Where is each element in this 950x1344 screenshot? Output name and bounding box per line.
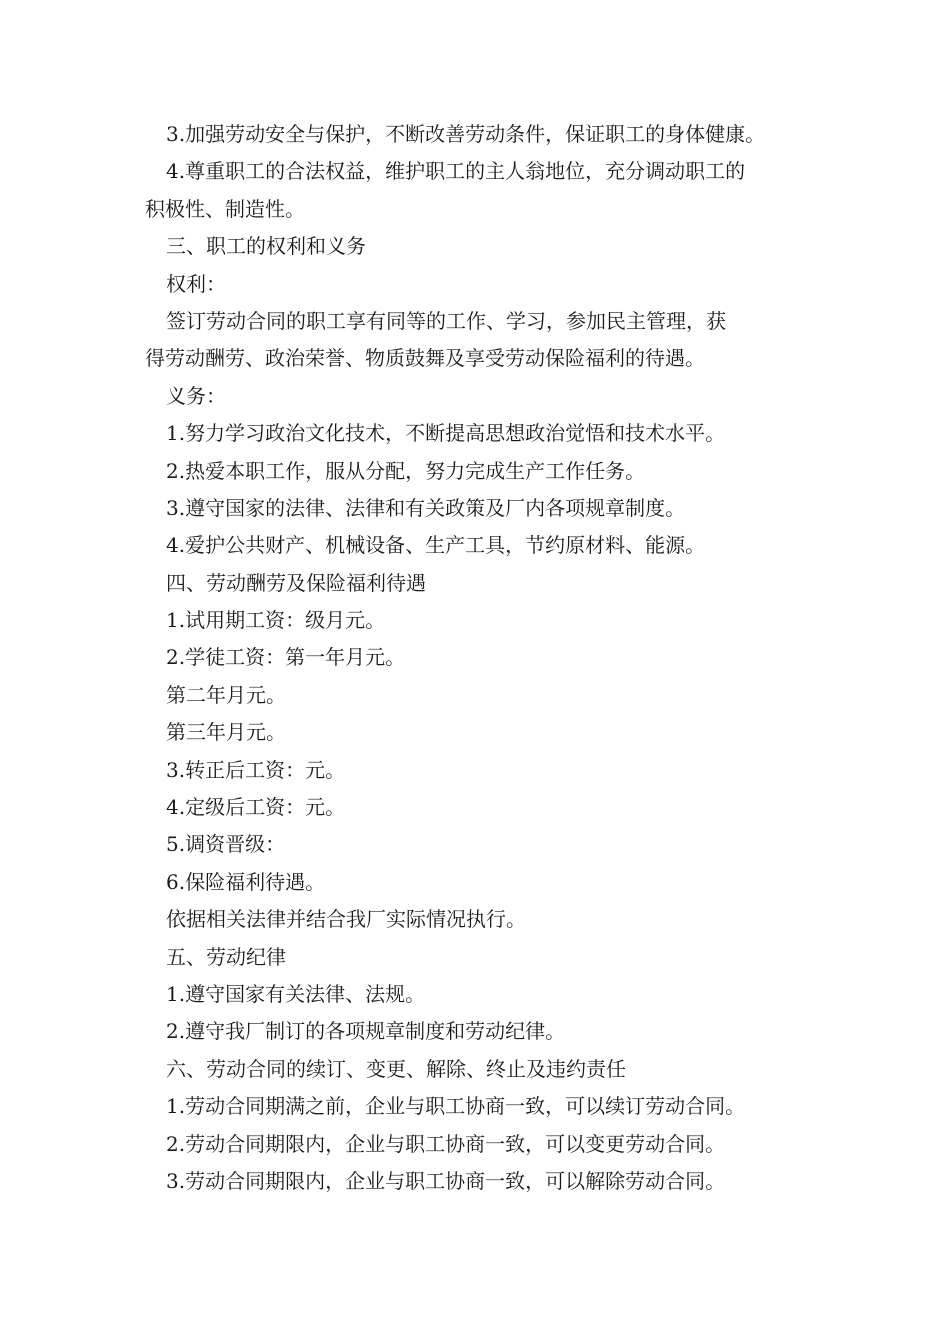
list-item: 3.遵守国家的法律、法律和有关政策及厂内各项规章制度。 <box>166 495 686 520</box>
list-item: 1.劳动合同期满之前，企业与职工协商一致，可以续订劳动合同。 <box>166 1094 746 1119</box>
list-item: 2.学徒工资：第一年月元。 <box>166 645 406 670</box>
section-heading: 四、劳动酬劳及保险福利待遇 <box>166 570 426 595</box>
list-item: 第二年月元。 <box>166 682 286 707</box>
line-text: 签订劳动合同的职工享有同等的工作、学习，参加民主管理，获 <box>166 308 726 333</box>
line-text: 3.加强劳动安全与保护，不断改善劳动条件，保证职工的身体健康。 <box>166 122 766 146</box>
list-item: 2.热爱本职工作，服从分配，努力完成生产工作任务。 <box>166 458 646 483</box>
document-body <box>0 116 950 1200</box>
list-item: 3.劳动合同期限内，企业与职工协商一致，可以解除劳动合同。 <box>166 1168 726 1193</box>
list-item: 3.转正后工资：元。 <box>166 757 346 782</box>
list-item: 5.调资晋级： <box>166 832 286 857</box>
list-item: 4.爱护公共财产、机械设备、生产工具，节约原材料、能源。 <box>166 533 706 558</box>
list-item: 6.保险福利待遇。 <box>166 869 326 894</box>
list-item: 1.试用期工资：级月元。 <box>166 608 386 633</box>
list-item: 第三年月元。 <box>166 720 286 745</box>
list-item: 2.劳动合同期限内，企业与职工协商一致，可以变更劳动合同。 <box>166 1131 726 1156</box>
list-item: 2.遵守我厂制订的各项规章制度和劳动纪律。 <box>166 1019 566 1044</box>
line-text: 得劳动酬劳、政治荣誉、物质鼓舞及享受劳动保险福利的待遇。 <box>145 346 705 371</box>
section-heading: 六、劳动合同的续订、变更、解除、终止及违约责任 <box>166 1056 626 1081</box>
list-item: 1.努力学习政治文化技术，不断提高思想政治觉悟和技术水平。 <box>166 421 726 446</box>
subheading: 权利： <box>166 271 226 296</box>
line-text: 4.尊重职工的合法权益，维护职工的主人翁地位，充分调动职工的 <box>166 159 746 184</box>
line-text: 积极性、制造性。 <box>145 196 305 221</box>
list-item: 4.定级后工资：元。 <box>166 795 346 820</box>
line-text: 依据相关法律并结合我厂实际情况执行。 <box>166 907 526 932</box>
subheading: 义务： <box>166 383 226 408</box>
section-heading: 三、职工的权利和义务 <box>166 234 366 259</box>
section-heading: 五、劳动纪律 <box>166 944 286 969</box>
list-item: 1.遵守国家有关法律、法规。 <box>166 981 426 1006</box>
